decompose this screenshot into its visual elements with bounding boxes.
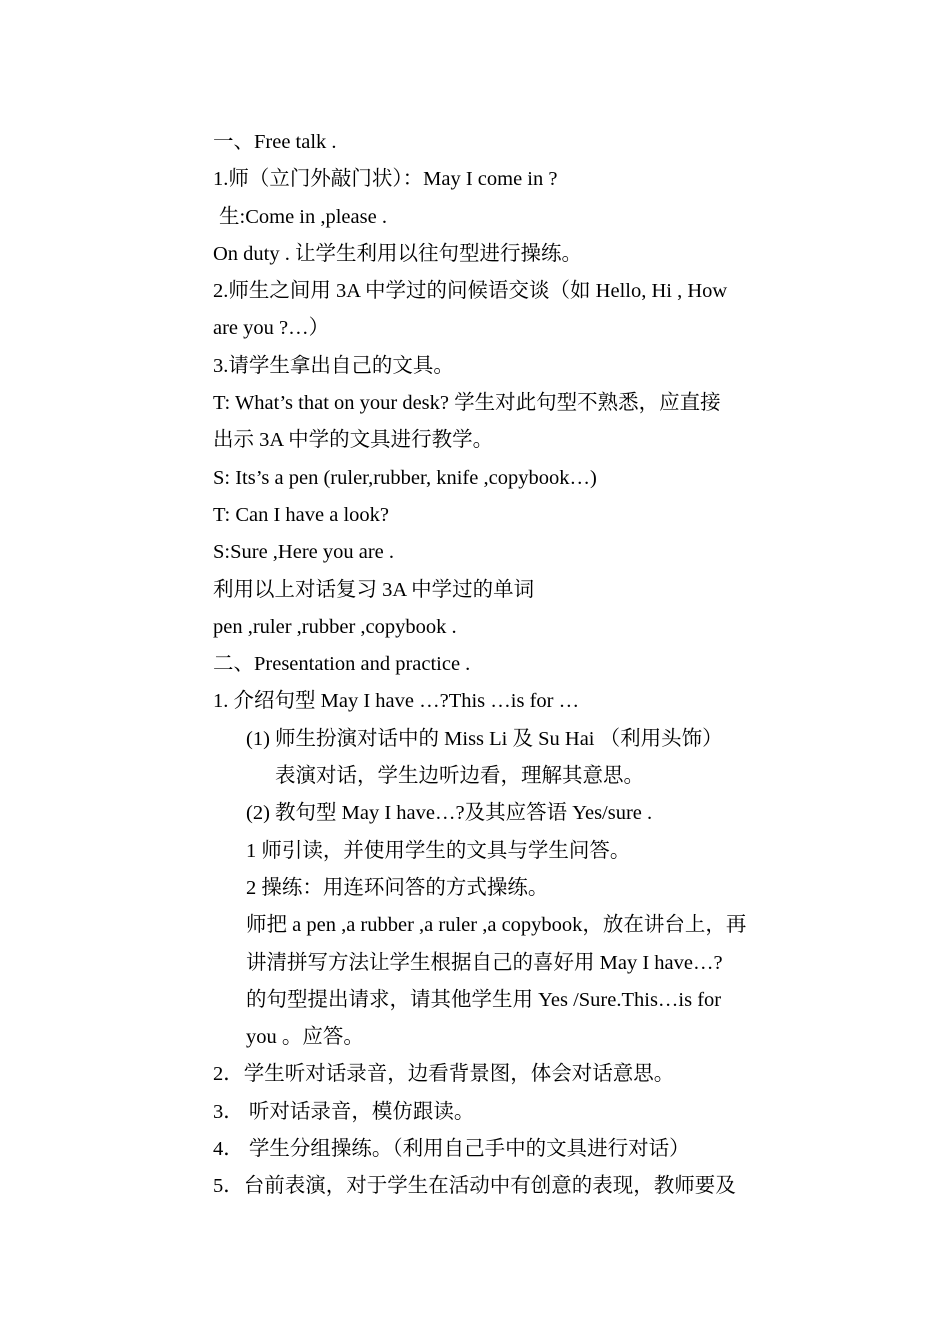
text-line: T: Can I have a look? (213, 503, 390, 526)
text-line: On duty . 让学生利用以往句型进行操练。 (213, 242, 582, 265)
text-line: 表演对话，学生边听边看，理解其意思。 (275, 765, 644, 788)
text-line: S: Its’s a pen (ruler,rubber, knife ,copybook…) (213, 466, 597, 489)
text-line: T: What’s that on your desk? 学生对此句型不熟悉，应直接 (213, 392, 721, 415)
list-item: 3． 听对话录音，模仿跟读。 (213, 1100, 475, 1123)
list-item: 1. 介绍句型 May I have …?This …is for … (213, 690, 580, 713)
list-item: 4． 学生分组操练。（利用自己手中的文具进行对话） (213, 1138, 690, 1161)
section-heading: 二、Presentation and practice . (213, 653, 471, 676)
text-line: 出示 3A 中学的文具进行教学。 (213, 429, 494, 452)
list-item: 2．学生听对话录音，边看背景图，体会对话意思。 (213, 1063, 675, 1086)
list-item: 5．台前表演，对于学生在活动中有创意的表现，教师要及 (213, 1175, 736, 1198)
text-line: pen ,ruler ,rubber ,copybook . (213, 615, 457, 638)
text-line: 的句型提出请求，请其他学生用 Yes /Sure.This…is for (246, 988, 722, 1011)
text-line: 1 师引读，并使用学生的文具与学生问答。 (246, 839, 631, 862)
text-line: 师把 a pen ,a rubber ,a ruler ,a copybook，放在讲台上，再 (246, 914, 747, 937)
text-line: S:Sure ,Here you are . (213, 541, 395, 564)
text-line: 利用以上对话复习 3A 中学过的单词 (213, 578, 535, 601)
text-line: 1.师（立门外敲门状）：May I come in ? (213, 168, 558, 191)
text-line: 2 操练：用连环问答的方式操练。 (246, 876, 549, 899)
text-line: 讲清拼写方法让学生根据自己的喜好用 May I have…? (246, 951, 723, 974)
text-line: 生:Come in ,please . (219, 205, 387, 228)
section-heading: 一、Free talk . (213, 131, 337, 153)
sub-list-item: (1) 师生扮演对话中的 Miss Li 及 Su Hai （利用头饰） (246, 727, 723, 750)
document-body (213, 124, 785, 1206)
text-line: are you ?…） (213, 317, 330, 340)
text-line: 3.请学生拿出自己的文具。 (213, 354, 454, 377)
sub-list-item: (2) 教句型 May I have…?及其应答语 Yes/sure . (246, 802, 653, 825)
text-line: 2.师生之间用 3A 中学过的问候语交谈（如 Hello, Hi , How (213, 280, 728, 303)
text-line: you 。应答。 (246, 1026, 364, 1049)
